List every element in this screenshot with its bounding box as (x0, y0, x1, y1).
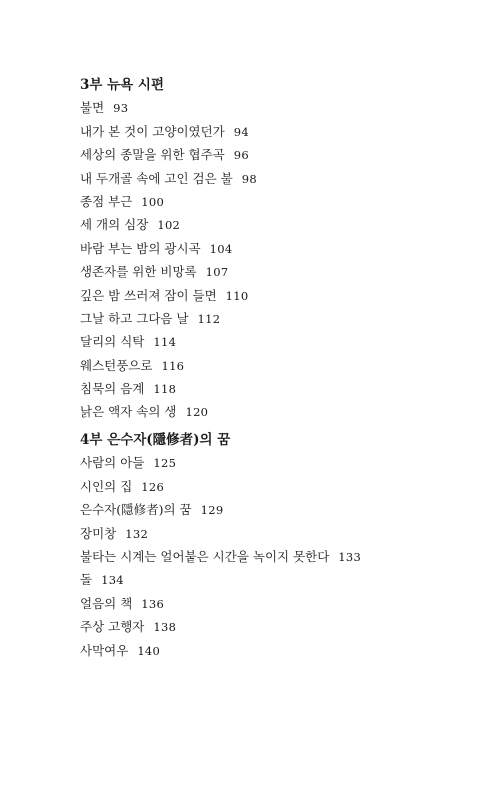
page-number: 116 (161, 358, 185, 373)
entry-title: 불면 (80, 100, 105, 116)
toc-entry (80, 524, 361, 547)
page-number: 120 (185, 405, 209, 420)
entry-title: 세상의 종말을 위한 협주곡 (80, 147, 225, 163)
page-number: 129 (200, 503, 224, 518)
page-number: 98 (241, 171, 257, 186)
entry-title: 바람 부는 밤의 광시곡 (80, 240, 201, 256)
entry-title: 시인의 집 (80, 478, 133, 494)
entry-title: 내 두개골 속에 고인 검은 불 (80, 170, 233, 186)
toc-entry (80, 192, 257, 215)
toc-entry (80, 453, 361, 476)
entry-title: 주상 고행자 (80, 619, 145, 635)
entry-title: 낡은 액자 속의 생 (80, 404, 177, 420)
toc-entry (80, 402, 257, 425)
entry-title: 사람의 아들 (80, 455, 145, 471)
toc-entry (80, 379, 257, 402)
page-number: 118 (153, 382, 177, 397)
page-number: 93 (113, 101, 129, 116)
toc-entry (80, 332, 257, 355)
toc-entry (80, 477, 361, 500)
entry-title: 침묵의 음계 (80, 381, 145, 397)
toc-entry (80, 309, 257, 332)
toc-entry (80, 169, 257, 192)
entry-title: 웨스턴풍으로 (80, 357, 153, 373)
toc-entry (80, 570, 361, 593)
toc-entry (80, 98, 257, 121)
part-4-section (80, 430, 361, 664)
entry-title: 종점 부근 (80, 193, 133, 209)
entry-title: 사막여우 (80, 642, 129, 658)
toc-entry (80, 547, 361, 570)
page-number: 126 (141, 479, 165, 494)
toc-entry (80, 215, 257, 238)
toc-entry (80, 641, 361, 664)
page-number: 132 (125, 526, 149, 541)
toc-entry (80, 262, 257, 285)
entry-title: 생존자를 위한 비망록 (80, 264, 197, 280)
entry-title: 세 개의 심장 (80, 217, 149, 233)
page-number: 140 (137, 643, 161, 658)
entry-title: 달리의 식탁 (80, 334, 145, 350)
entry-title: 깊은 밤 쓰러져 잠이 들면 (80, 287, 217, 303)
page-number: 102 (157, 218, 181, 233)
page-number: 134 (101, 573, 124, 588)
entry-title: 장미창 (80, 525, 117, 541)
part-title: 3부 뉴욕 시편 (80, 77, 164, 93)
toc-entry (80, 239, 257, 262)
page-number: 96 (233, 148, 249, 163)
entry-title: 내가 본 것이 고양이였던가 (80, 123, 225, 139)
page-number: 138 (153, 620, 177, 635)
page-number: 125 (153, 456, 177, 471)
entry-title: 은수자(隱修者)의 꿈 (80, 502, 192, 518)
page-number: 114 (153, 335, 177, 350)
entry-title: 그날 하고 그다음 날 (80, 310, 189, 326)
page-number: 104 (209, 241, 233, 256)
toc-entry (80, 122, 257, 145)
toc-entry (80, 145, 257, 168)
toc-entry (80, 594, 361, 617)
page-number: 100 (141, 194, 165, 209)
entry-title: 돌 (80, 572, 93, 588)
entry-title: 얼음의 책 (80, 595, 133, 611)
entry-title: 불타는 시계는 얼어붙은 시간을 녹이지 못한다 (80, 548, 330, 564)
toc-entry (80, 500, 361, 523)
toc-entry (80, 617, 361, 640)
page-number: 136 (141, 596, 165, 611)
page-number: 133 (338, 549, 362, 564)
toc-entry (80, 286, 257, 309)
part-title: 4부 은수자(隱修者)의 꿈 (80, 432, 231, 448)
page-number: 107 (205, 265, 229, 280)
part-3-section (80, 75, 257, 426)
toc-entry (80, 356, 257, 379)
page-number: 110 (225, 288, 249, 303)
page-number: 94 (233, 124, 249, 139)
page-number: 112 (197, 311, 221, 326)
